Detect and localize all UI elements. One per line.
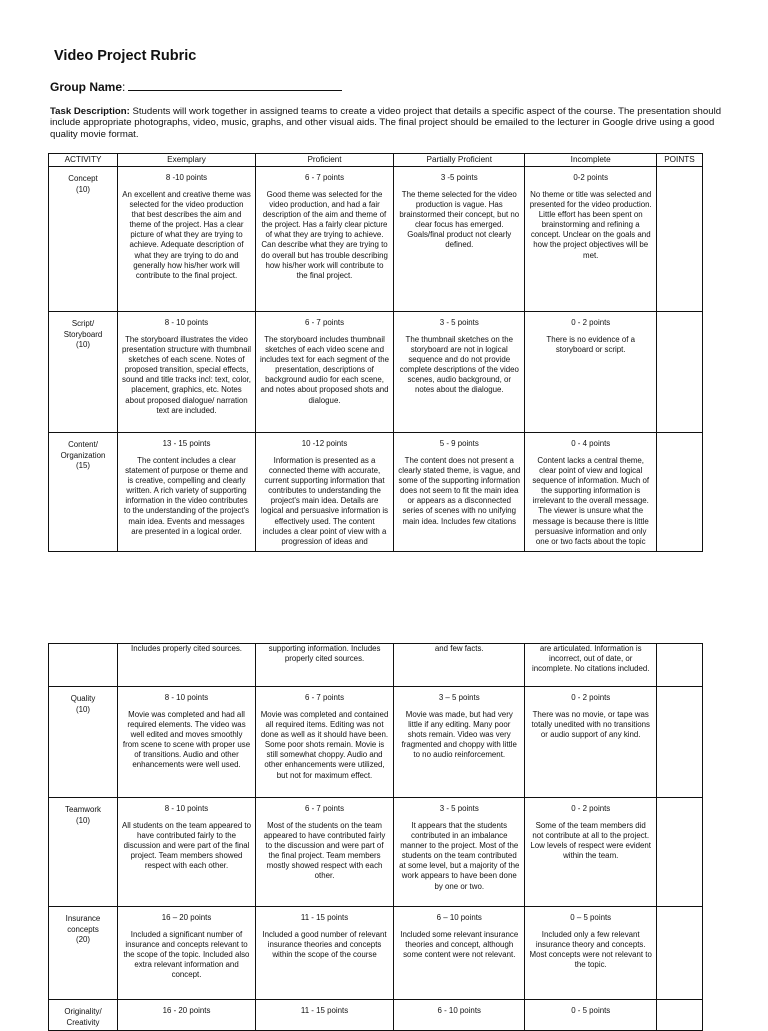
points-range: 3 -5 points [440, 173, 478, 182]
activity-label: Originality/ Creativity [64, 1007, 102, 1027]
criteria-text: The theme selected for the video production is vague. Has brainstormed their concept, but no clear focus has emerged. Goals/final product not clearly defined. [399, 190, 520, 250]
exemplary-cell [118, 907, 256, 1000]
points-range: 6 - 10 points [437, 1006, 481, 1015]
criteria-text: are articulated. Information is incorrect, out of date, or incomplete. No citations included. [531, 644, 650, 674]
partial-cell [394, 907, 525, 1000]
points-range: 0 – 5 points [570, 913, 612, 922]
points-range: 11 - 15 points [300, 1006, 349, 1015]
points-range: 0 - 2 points [571, 804, 611, 813]
criteria-text: Movie was made, but had very little if any editing. Many poor shots remain. Video was very fragmented and choppy with little to no audio reinforcement. [401, 710, 517, 760]
header-incomplete: Incomplete [525, 154, 656, 167]
partial-cell [394, 167, 525, 312]
points-range: 16 – 20 points [161, 913, 212, 922]
activity-label: Content/ Organization (15) [60, 440, 106, 471]
activity-cell [49, 1000, 118, 1031]
points-cell[interactable] [656, 798, 702, 907]
partial-cell [394, 1000, 525, 1031]
incomplete-cell [525, 798, 656, 907]
activity-label: Script/ Storyboard (10) [63, 319, 103, 350]
points-range: 0 - 4 points [571, 439, 611, 448]
activity-cell [49, 687, 118, 798]
incomplete-cell [525, 644, 656, 687]
criteria-text: Included a significant number of insurance and concepts relevant to the scope of the topic. Included also extra relevant information and concept. [123, 930, 250, 980]
exemplary-cell [118, 687, 256, 798]
criteria-text: Content lacks a central theme, clear point of view and logical sequence of information. Much of the supporting information is irrelevant to the overall message. The viewer is unsure what the message is because there is little persuasive information and only one or two facts about the topic [532, 456, 650, 546]
exemplary-cell [118, 1000, 256, 1031]
partial-cell [394, 687, 525, 798]
criteria-text: The storyboard illustrates the video presentation structure with thumbnail sketches of each scene. Notes of proposed transition, special effects, sound and title tracks incl: text, color, placement, graphics, etc. Notes about proposed dialogue/ narration text are included. [122, 335, 251, 415]
points-range: 0 - 2 points [571, 693, 611, 702]
points-range: 0 - 5 points [571, 1006, 611, 1015]
criteria-text: The storyboard includes thumbnail sketches of each video scene and includes text for each segment of the presentation, descriptions of background audio for each scene, and notes about proposed shots and dialogue. [260, 335, 389, 405]
points-range: 6 - 7 points [305, 173, 345, 182]
criteria-text: All students on the team appeared to have contributed fairly to the discussion and were part of the final project. Team members showed respect with each other. [122, 821, 251, 871]
partial-cell [394, 312, 525, 433]
points-range: 16 - 20 points [162, 1006, 211, 1015]
header-proficient: Proficient [256, 154, 394, 167]
points-range: 8 - 10 points [164, 318, 209, 327]
points-range: 3 – 5 points [438, 693, 480, 702]
proficient-cell [256, 798, 394, 907]
criteria-text: Movie was completed and contained all required items. Editing was not done as well as it should have been. Some poor shots remain. Movie is still somewhat choppy. Audio and other enhancements were utilized, but not for maximum effect. [260, 710, 389, 780]
points-range: 6 - 7 points [305, 318, 345, 327]
proficient-cell [256, 1000, 394, 1031]
points-cell[interactable] [656, 644, 702, 687]
group-name-line [50, 79, 342, 94]
criteria-text: and few facts. [434, 644, 484, 653]
proficient-cell [256, 312, 394, 433]
exemplary-cell [118, 798, 256, 907]
proficient-cell [256, 907, 394, 1000]
criteria-text: The content does not present a clearly stated theme, is vague, and some of the supporting information does not seem to fit the main idea or appears as a disconnected series of scenes with no unifying main idea. Includes few citations [398, 456, 521, 526]
proficient-cell [256, 644, 394, 687]
criteria-text: There was no movie, or tape was totally unedited with no transitions or audio support of any kind. [531, 710, 650, 740]
group-name-colon: : [122, 80, 126, 94]
header-points: POINTS [656, 154, 702, 167]
incomplete-cell [525, 167, 656, 312]
criteria-text: Movie was completed and had all required elements. The video was well edited and moves smoothly from scene to scene with proper use of transitions. Audio and other enhancements were well used. [122, 710, 251, 770]
group-name-label: Group Name [50, 80, 123, 94]
criteria-text: Included some relevant insurance theories and concept, although some content were not relevant. [400, 930, 519, 960]
points-range: 5 - 9 points [439, 439, 479, 448]
proficient-cell [256, 433, 394, 552]
proficient-cell [256, 167, 394, 312]
table-row [49, 312, 703, 433]
points-range: 13 - 15 points [162, 439, 211, 448]
criteria-text: There is no evidence of a storyboard or script. [546, 335, 636, 355]
exemplary-cell [118, 433, 256, 552]
header-partially-proficient: Partially Proficient [394, 154, 525, 167]
points-range: 8 - 10 points [164, 804, 209, 813]
table-row-continued [49, 644, 703, 687]
points-range: 3 - 5 points [439, 318, 479, 327]
partial-cell [394, 433, 525, 552]
points-range: 6 - 7 points [305, 804, 345, 813]
exemplary-cell [118, 167, 256, 312]
criteria-text: Information is presented as a connected theme with accurate, current supporting information that contributes to understanding the project's main idea. Details are logical and persuasive information is effectively used. The content includes a clear point of view with a progression of ideas and [260, 456, 389, 546]
points-range: 11 - 15 points [300, 913, 349, 922]
activity-cell [49, 433, 118, 552]
activity-label: Teamwork (10) [65, 805, 101, 825]
header-exemplary: Exemplary [118, 154, 256, 167]
task-description [50, 106, 726, 140]
criteria-text: No theme or title was selected and presented for the video production. Little effort has been spent on brainstorming and refining a concept. Unclear on the goals and how the project objectives will be met. [529, 190, 652, 260]
criteria-text: Most of the students on the team appeared to have contributed fairly to the discussion and were part of the final project. Team members mostly showed respect with each other. [263, 821, 386, 881]
points-cell[interactable] [656, 433, 702, 552]
activity-cell [49, 644, 118, 687]
task-description-label: Task Description: [50, 106, 130, 117]
exemplary-cell [118, 644, 256, 687]
group-name-blank [128, 79, 342, 91]
rubric-table-part-2 [48, 643, 703, 1031]
incomplete-cell [525, 907, 656, 1000]
points-range: 6 - 7 points [305, 693, 345, 702]
activity-label: Quality (10) [70, 694, 96, 714]
points-cell[interactable] [656, 907, 702, 1000]
table-row [49, 687, 703, 798]
incomplete-cell [525, 687, 656, 798]
criteria-text: Included only a few relevant insurance theory and concepts. Most concepts were not relevant to the topic. [529, 930, 652, 970]
exemplary-cell [118, 312, 256, 433]
points-range: 3 - 5 points [439, 804, 479, 813]
points-range: 0 - 2 points [571, 318, 611, 327]
points-range: 8 - 10 points [164, 693, 209, 702]
table-row [49, 907, 703, 1000]
criteria-text: An excellent and creative theme was selected for the video production that best describes the aim and theme of the project. Has a clear picture of what they are trying to achieve. Adequate description of what they are trying to do and generally how his/her work will contribute to the final project. [122, 190, 251, 280]
partial-cell [394, 798, 525, 907]
activity-cell [49, 907, 118, 1000]
points-range: 10 -12 points [301, 439, 348, 448]
criteria-text: Included a good number of relevant insurance theories and concepts within the scope of the course [262, 930, 387, 960]
activity-cell [49, 167, 118, 312]
table-row [49, 798, 703, 907]
rubric-table-part-1 [48, 153, 703, 552]
criteria-text: Some of the team members did not contribute at all to the project. Low levels of respect were evident within the team. [530, 821, 652, 861]
activity-cell [49, 312, 118, 433]
criteria-text: Includes properly cited sources. [131, 644, 242, 653]
points-cell[interactable] [656, 1000, 702, 1031]
criteria-text: The thumbnail sketches on the storyboard are not in logical sequence and do not provide complete descriptions of the video scenes, audio background, or notes about the dialogue. [399, 335, 519, 395]
criteria-text: Good theme was selected for the video production, and had a fair description of the aim and theme of the project. Has a fairly clear picture of what they are trying to achieve. Can describe what they are trying to do overall but has trouble describing how his/her work will contribute to the final project. [261, 190, 388, 280]
points-range: 0-2 points [573, 173, 609, 182]
incomplete-cell [525, 433, 656, 552]
points-cell[interactable] [656, 687, 702, 798]
proficient-cell [256, 687, 394, 798]
criteria-text: The content includes a clear statement of purpose or theme and is creative, compelling and clearly written. A rich variety of supporting information in the video contributes to the understanding of the project's main idea. Events and messages are presented in a logical order. [123, 456, 250, 536]
activity-label: Insurance concepts (20) [65, 914, 101, 945]
table-header-row [49, 154, 703, 167]
table-row [49, 167, 703, 312]
activity-label: Concept (10) [68, 174, 98, 194]
table-row [49, 433, 703, 552]
page-title: Video Project Rubric [54, 48, 197, 64]
partial-cell [394, 644, 525, 687]
points-range: 6 – 10 points [436, 913, 482, 922]
table-row [49, 1000, 703, 1031]
points-range: 8 -10 points [165, 173, 208, 182]
incomplete-cell [525, 312, 656, 433]
header-activity: ACTIVITY [49, 154, 118, 167]
points-cell[interactable] [656, 167, 702, 312]
incomplete-cell [525, 1000, 656, 1031]
activity-cell [49, 798, 118, 907]
task-description-text: Students will work together in assigned teams to create a video project that details a specific aspect of the course. The presentation should include appropriate photographs, video, music, graphs, and other visual aids. The final project should be emailed to the lecturer in Google drive using a good quality movie format. [50, 106, 722, 140]
criteria-text: It appears that the students contributed in an imbalance manner to the project. Most of the students on the team contributed at some level, but a majority of the work appears to have been done by one or two. [399, 821, 520, 891]
criteria-text: supporting information. Includes properly cited sources. [268, 644, 381, 664]
points-cell[interactable] [656, 312, 702, 433]
